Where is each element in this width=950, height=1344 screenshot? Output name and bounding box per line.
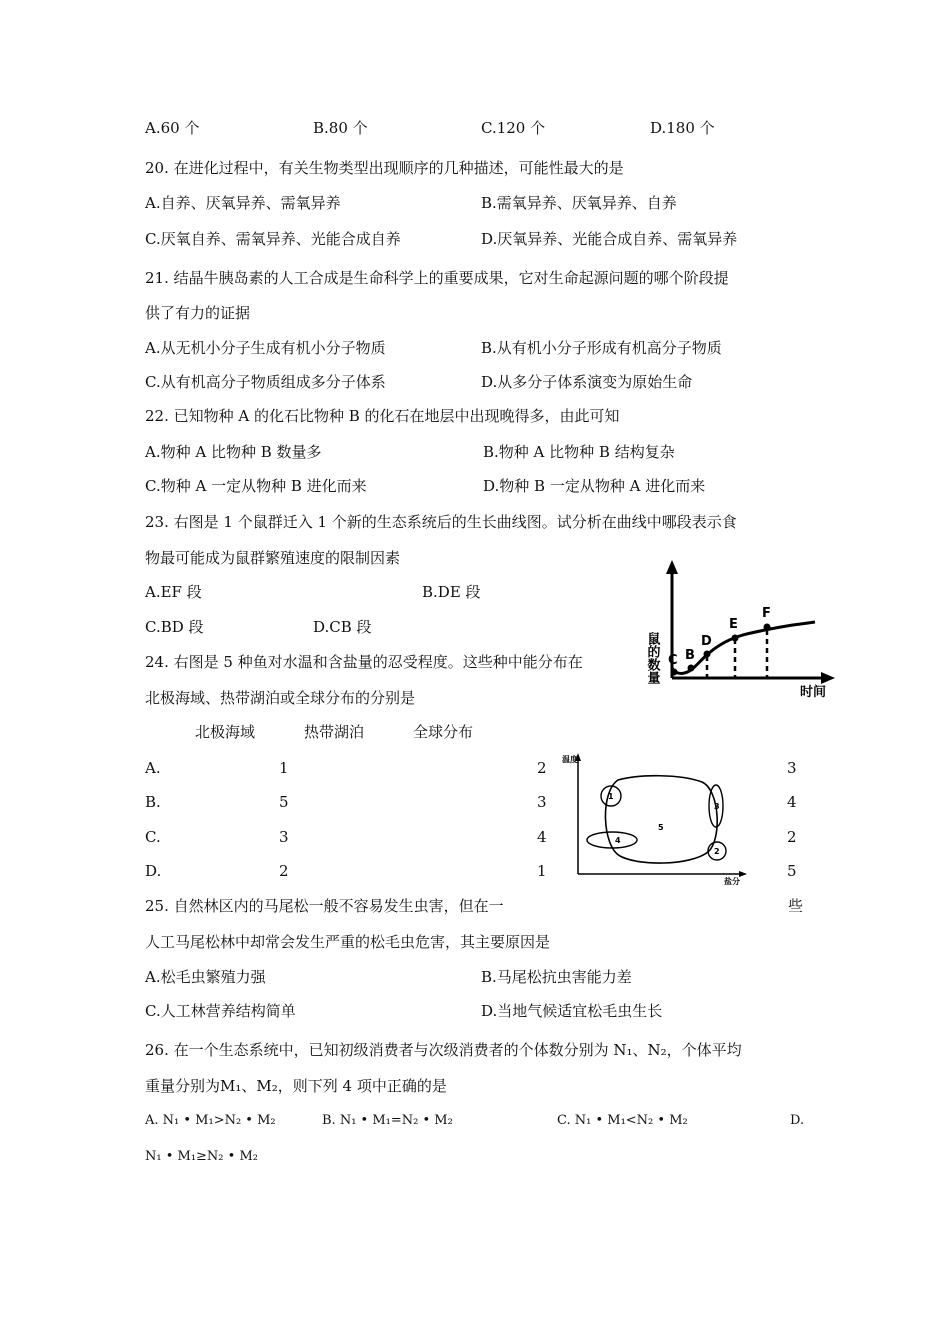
fig24-x-arrow bbox=[739, 871, 747, 877]
q24-row-b-col1: 5 bbox=[279, 793, 289, 811]
q25-option-d: D.当地气候适宜松毛虫生长 bbox=[481, 1002, 663, 1020]
fig23-label-c: C bbox=[668, 653, 678, 668]
fig24-region-1-label: 1 bbox=[608, 792, 614, 801]
fig23-point-e bbox=[732, 635, 739, 642]
q26-option-b: B. N₁ • M₁=N₂ • M₂ bbox=[322, 1113, 453, 1128]
fig24-region-4-label: 4 bbox=[615, 836, 621, 845]
q24-row-a-col3: 3 bbox=[787, 759, 797, 777]
q24-row-d-col1: 2 bbox=[279, 862, 289, 880]
q24-row-b-col2: 3 bbox=[537, 793, 547, 811]
q25-stem-line1a: 25. 自然林区内的马尾松一般不容易发生虫害，但在一 bbox=[145, 897, 504, 915]
q22-option-c: C.物种 A 一定从物种 B 进化而来 bbox=[145, 477, 367, 495]
fig24-region-5-label: 5 bbox=[658, 823, 664, 832]
fig23-label-d: D bbox=[701, 634, 712, 649]
fig24-y-label: 温度 bbox=[562, 755, 578, 764]
fig23-point-b bbox=[688, 665, 695, 672]
q24-row-c-col1: 3 bbox=[279, 828, 289, 846]
q24-row-d-col2: 1 bbox=[537, 862, 547, 880]
q25-stem-line2: 人工马尾松林中却常会发生严重的松毛虫危害，其主要原因是 bbox=[145, 933, 551, 951]
q21-stem-line1: 21. 结晶牛胰岛素的人工合成是生命科学上的重要成果，它对生命起源问题的哪个阶段提 bbox=[145, 269, 729, 287]
fig23-label-b: B bbox=[685, 648, 695, 663]
q20-stem: 20. 在进化过程中，有关生物类型出现顺序的几种描述，可能性最大的是 bbox=[145, 159, 624, 177]
q24-row-c-label: C. bbox=[145, 828, 161, 846]
q22-option-a: A.物种 A 比物种 B 数量多 bbox=[145, 443, 322, 461]
q23-option-c: C.BD 段 bbox=[145, 618, 204, 636]
q25-option-a: A.松毛虫繁殖力强 bbox=[145, 968, 266, 986]
fig24-region-2-label: 2 bbox=[714, 847, 720, 856]
fig23-point-c bbox=[671, 669, 678, 676]
q23-option-b: B.DE 段 bbox=[422, 583, 481, 601]
fig23-x-arrow bbox=[821, 672, 835, 684]
q24-row-a-col1: 1 bbox=[279, 759, 289, 777]
fig23-y-label: 鼠的数量 bbox=[645, 632, 660, 684]
q23-option-a: A.EF 段 bbox=[145, 583, 202, 601]
q23-stem-line1: 23. 右图是 1 个鼠群迁入 1 个新的生态系统后的生长曲线图。试分析在曲线中哪段表示食 bbox=[145, 513, 737, 531]
fig23-label-f: F bbox=[762, 606, 771, 621]
q24-header-arctic: 北极海域 bbox=[195, 723, 256, 741]
q19-option-c: C.120 个 bbox=[481, 119, 546, 137]
q25-stem-line1b: 些 bbox=[788, 897, 804, 915]
q24-row-b-col3: 4 bbox=[787, 793, 797, 811]
q23-option-d: D.CB 段 bbox=[313, 618, 372, 636]
q19-option-b: B.80 个 bbox=[313, 119, 368, 137]
q26-option-c: C. N₁ • M₁<N₂ • M₂ bbox=[557, 1113, 688, 1128]
q24-row-a-col2: 2 bbox=[537, 759, 547, 777]
q19-option-a: A.60 个 bbox=[145, 119, 200, 137]
q24-row-c-col3: 2 bbox=[787, 828, 797, 846]
q24-row-a-label: A. bbox=[145, 759, 161, 777]
q25-option-c: C.人工林营养结构简单 bbox=[145, 1002, 296, 1020]
q22-stem: 22. 已知物种 A 的化石比物种 B 的化石在地层中出现晚得多，由此可知 bbox=[145, 407, 620, 425]
q26-option-d: N₁ • M₁≥N₂ • M₂ bbox=[145, 1149, 258, 1164]
q20-option-c: C.厌氧自养、需氧异养、光能合成自养 bbox=[145, 230, 401, 248]
q21-stem-line2: 供了有力的证据 bbox=[145, 304, 251, 322]
q21-option-d: D.从多分子体系演变为原始生命 bbox=[481, 373, 693, 391]
population-growth-figure bbox=[645, 550, 845, 700]
q25-option-b: B.马尾松抗虫害能力差 bbox=[481, 968, 632, 986]
fig23-point-d bbox=[704, 651, 711, 658]
q20-option-d: D.厌氧异养、光能合成自养、需氧异养 bbox=[481, 230, 738, 248]
fig23-point-f bbox=[764, 624, 771, 631]
q24-header-tropical: 热带湖泊 bbox=[304, 723, 365, 741]
fig24-region-3-label: 3 bbox=[714, 802, 720, 811]
q22-option-b: B.物种 A 比物种 B 结构复杂 bbox=[483, 443, 675, 461]
fig23-label-e: E bbox=[729, 617, 738, 632]
q21-option-a: A.从无机小分子生成有机小分子物质 bbox=[145, 339, 386, 357]
q24-stem-line1: 24. 右图是 5 种鱼对水温和含盐量的忍受程度。这些种中能分布在 bbox=[145, 653, 583, 671]
q21-option-b: B.从有机小分子形成有机高分子物质 bbox=[481, 339, 722, 357]
q24-row-b-label: B. bbox=[145, 793, 161, 811]
q24-stem-line2: 北极海域、热带湖泊或全球分布的分别是 bbox=[145, 689, 416, 707]
q22-option-d: D.物种 B 一定从物种 A 进化而来 bbox=[483, 477, 706, 495]
fig23-x-label: 时间 bbox=[800, 685, 827, 700]
q20-option-a: A.自养、厌氧异养、需氧异养 bbox=[145, 194, 341, 212]
q23-stem-line2: 物最可能成为鼠群繁殖速度的限制因素 bbox=[145, 549, 401, 567]
q26-stem-line2: 重量分别为M₁、M₂，则下列 4 项中正确的是 bbox=[145, 1077, 447, 1095]
q24-row-d-col3: 5 bbox=[787, 862, 797, 880]
q26-option-a: A. N₁ • M₁>N₂ • M₂ bbox=[145, 1113, 276, 1128]
q21-option-c: C.从有机高分子物质组成多分子体系 bbox=[145, 373, 386, 391]
fig24-region-5-shape bbox=[605, 776, 717, 863]
q26-option-d-label: D. bbox=[790, 1113, 805, 1128]
fig24-x-label: 盐分 bbox=[724, 877, 740, 886]
q26-stem-line1: 26. 在一个生态系统中，已知初级消费者与次级消费者的个体数分别为 N₁、N₂，个体平均 bbox=[145, 1041, 742, 1059]
q19-option-d: D.180 个 bbox=[650, 119, 715, 137]
q20-option-b: B.需氧异养、厌氧异养、自养 bbox=[481, 194, 677, 212]
q24-row-c-col2: 4 bbox=[537, 828, 547, 846]
fig23-y-arrow bbox=[666, 560, 678, 574]
q24-header-global: 全球分布 bbox=[413, 723, 474, 741]
fish-tolerance-figure bbox=[560, 748, 750, 886]
q24-row-d-label: D. bbox=[145, 862, 162, 880]
